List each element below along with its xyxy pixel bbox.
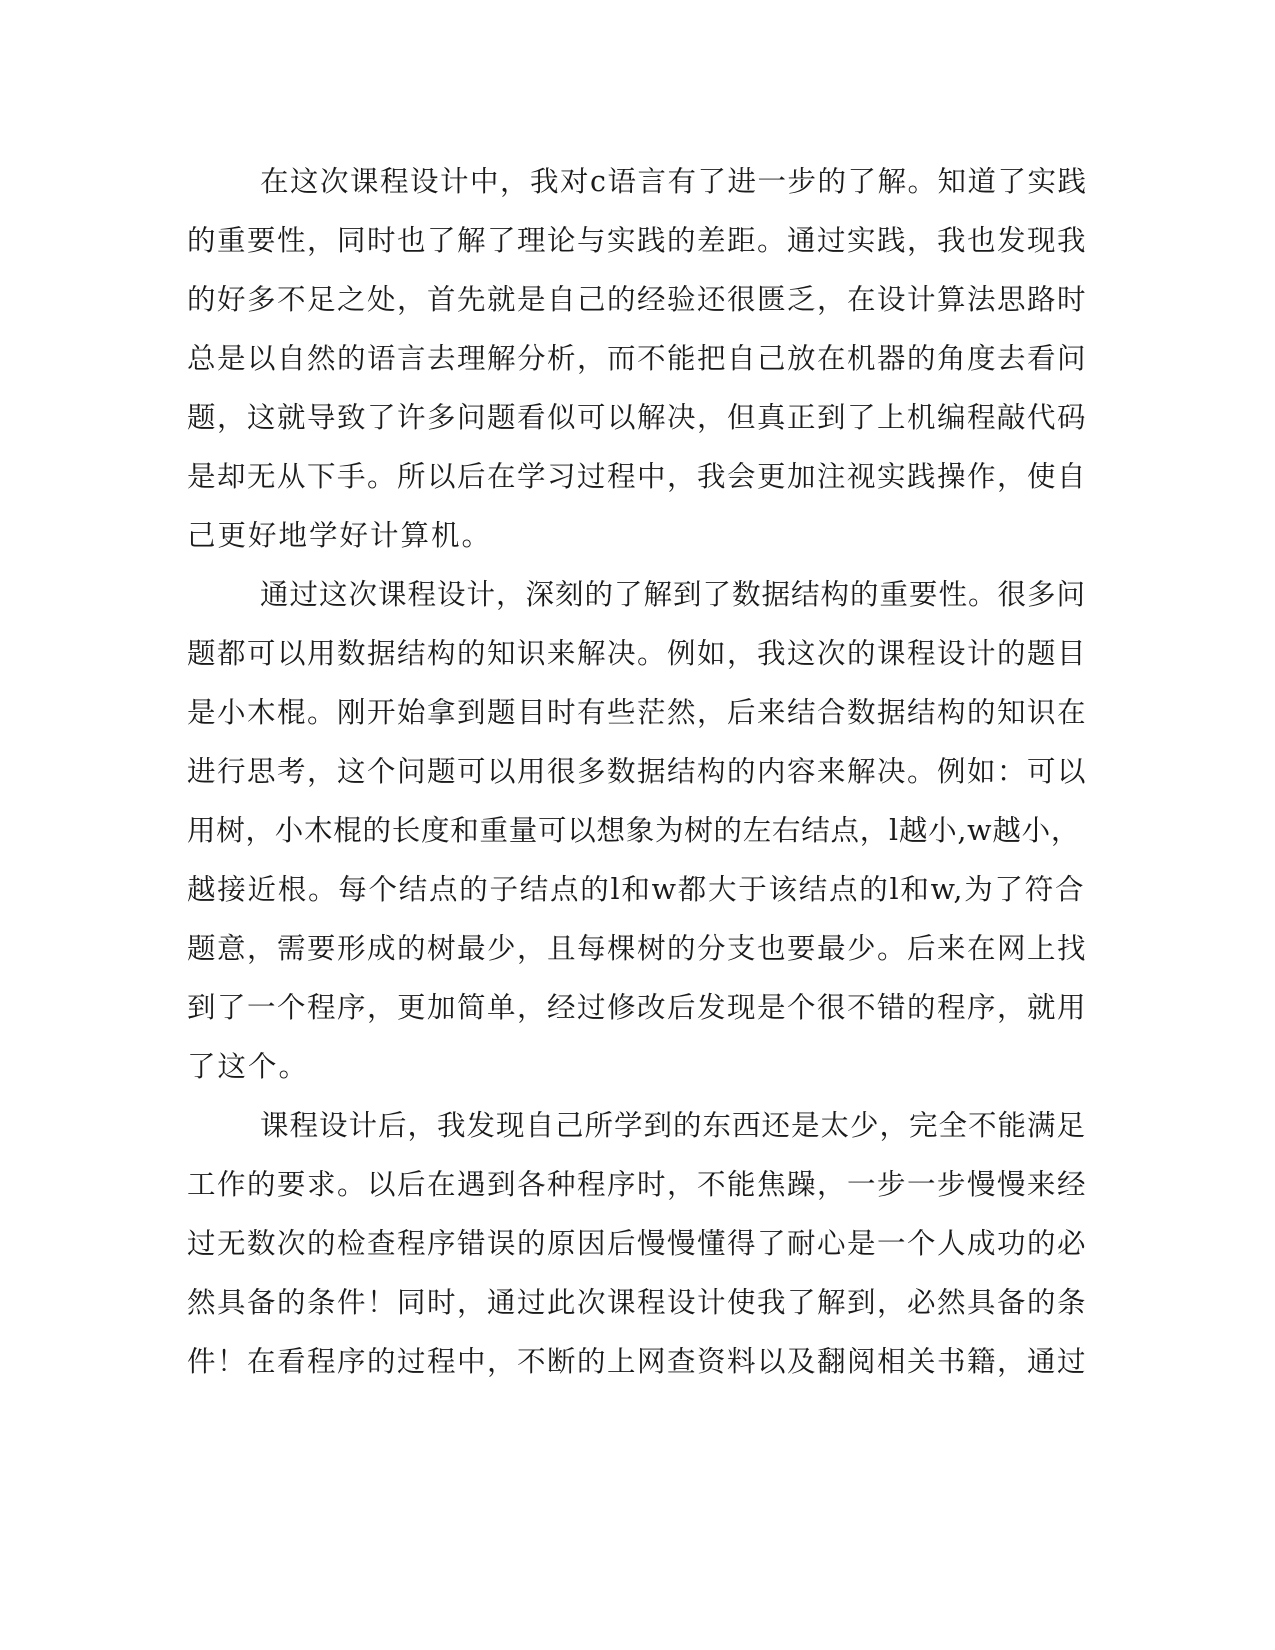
text-line: 己更好地学好计算机。 [187,519,493,552]
text-line: 件！在看程序的过程中，不断的上网查资料以及翻阅相关书籍，通过 [187,1345,1088,1378]
text-line: 题，这就导致了许多问题看似可以解决，但真正到了上机编程敲代码 [187,401,1088,434]
text-line: 工作的要求。以后在遇到各种程序时，不能焦躁，一步一步慢慢来经 [187,1168,1088,1201]
text-line: 然具备的条件！同时，通过此次课程设计使我了解到，必然具备的条 [187,1286,1088,1319]
text-line: 是小木棍。刚开始拿到题目时有些茫然，后来结合数据结构的知识在 [187,696,1088,729]
text-line: 课程设计后，我发现自己所学到的东西还是太少，完全不能满足 [260,1109,1087,1142]
text-line: 的好多不足之处，首先就是自己的经验还很匮乏，在设计算法思路时 [187,283,1088,316]
text-line: 通过这次课程设计，深刻的了解到了数据结构的重要性。很多问 [260,578,1087,611]
text-line: 总是以自然的语言去理解分析，而不能把自己放在机器的角度去看问 [187,342,1088,375]
text-line: 用树，小木棍的长度和重量可以想象为树的左右结点，l越小,w越小， [187,814,1081,847]
text-line: 越接近根。每个结点的子结点的l和w都大于该结点的l和w,为了符合 [187,873,1086,906]
text-line: 到了一个程序，更加简单，经过修改后发现是个很不错的程序，就用 [187,991,1088,1024]
text-line: 是却无从下手。所以后在学习过程中，我会更加注视实践操作，使自 [187,460,1088,493]
text-line: 在这次课程设计中，我对c语言有了进一步的了解。知道了实践 [260,165,1088,198]
text-line: 了这个。 [187,1050,310,1083]
text-line: 题意，需要形成的树最少，且每棵树的分支也要最少。后来在网上找 [187,932,1088,965]
text-line: 题都可以用数据结构的知识来解决。例如，我这次的课程设计的题目 [187,637,1088,670]
text-line: 过无数次的检查程序错误的原因后慢慢懂得了耐心是一个人成功的必 [187,1227,1088,1260]
text-line: 的重要性，同时也了解了理论与实践的差距。通过实践，我也发现我 [187,224,1088,257]
text-line: 进行思考，这个问题可以用很多数据结构的内容来解决。例如：可以 [187,755,1088,788]
